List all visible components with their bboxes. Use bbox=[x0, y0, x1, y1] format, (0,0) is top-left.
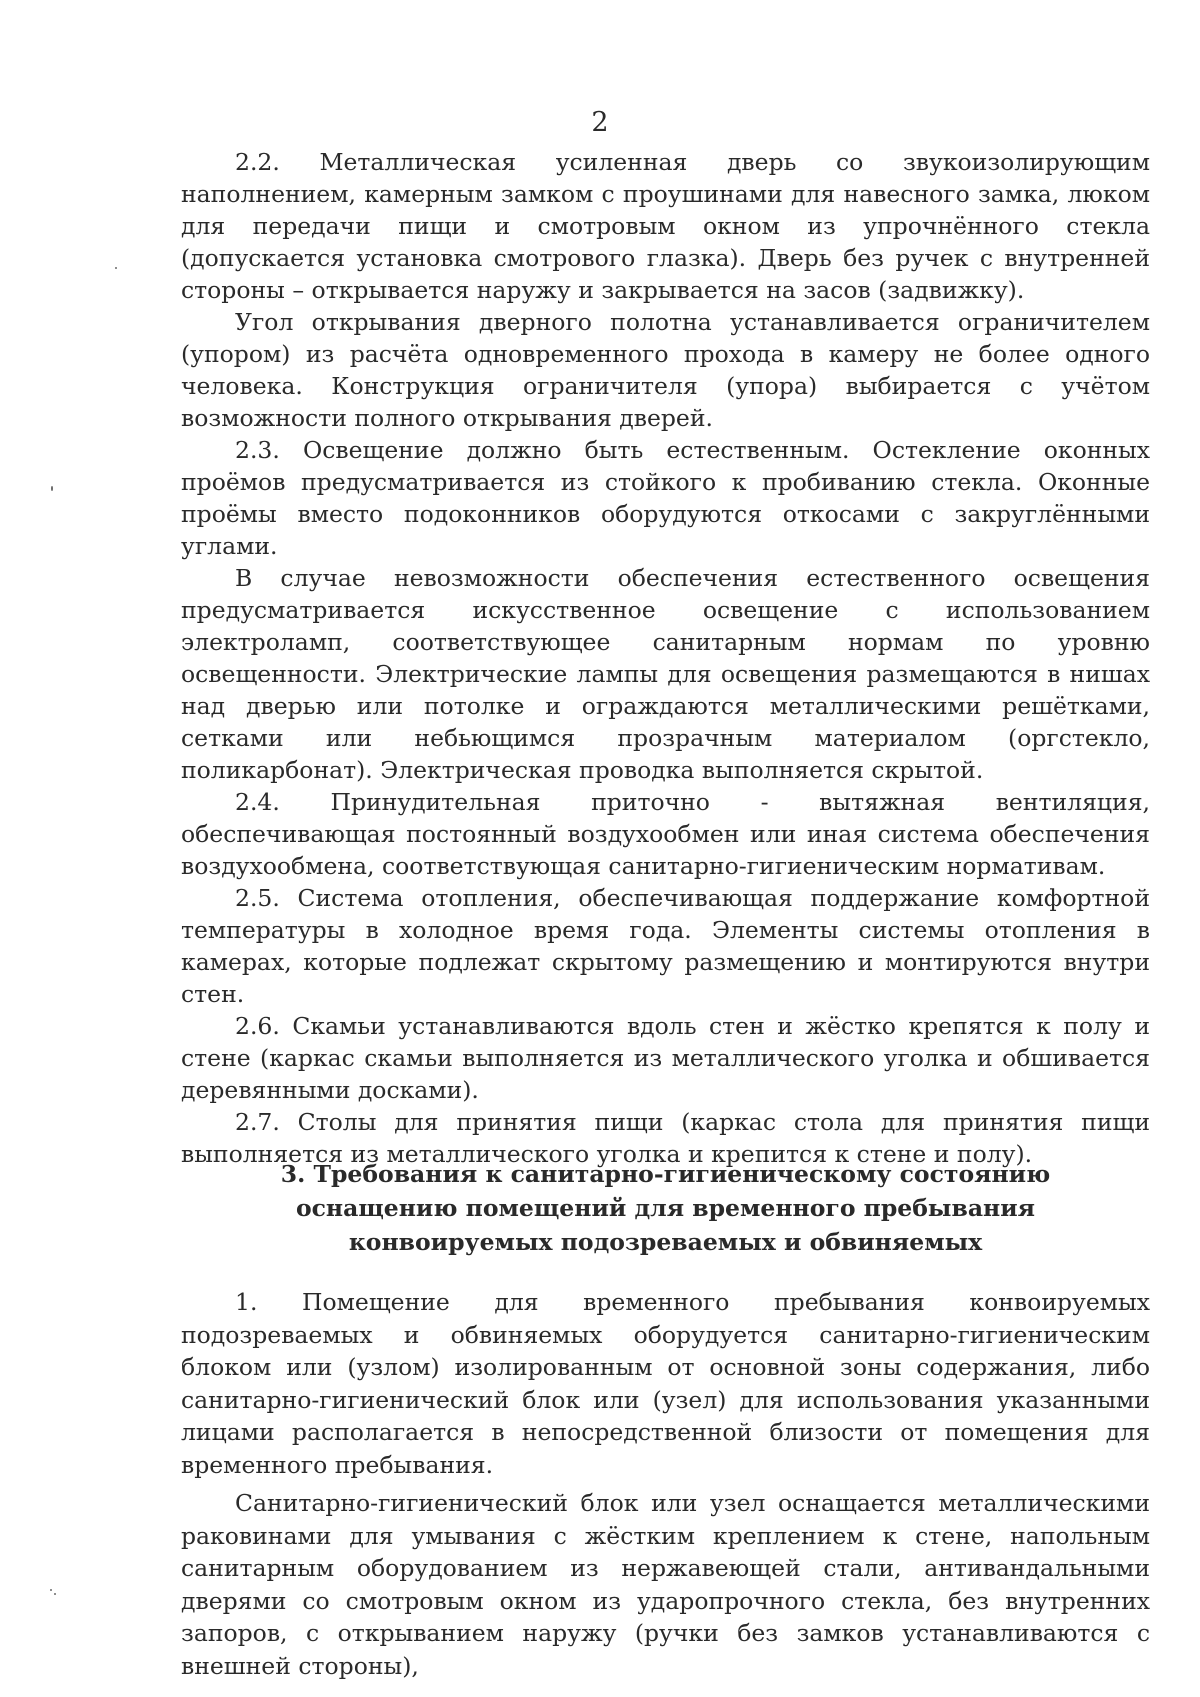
paragraph-2-6: 2.6. Скамьи устанавливаются вдоль стен и жёстко крепятся к полу и стене (каркас скамьи выполняется из металлического уголка и обшивается деревянными досками). bbox=[181, 1012, 1150, 1104]
paragraph-sanitary-block: Санитарно-гигиенический блок или узел оснащается металлическими раковинами для умывания с жёстким креплением к стене, напольным санитарным оборудованием из нержавеющей стали, антивандальными дверями со смотровым окном из ударопрочного стекла, без внутренних запоров, с открыванием наружу (ручки без замков устанавливаются с внешней стороны), bbox=[181, 1489, 1150, 1680]
scan-speck bbox=[115, 267, 117, 269]
scan-speck bbox=[50, 1589, 52, 1591]
paragraph-2-4: 2.4. Принудительная приточно - вытяжная вентиляция, обеспечивающая постоянный воздухообмен или иная система обеспечения воздухообмена, соответствующая санитарно-гигиеническим нормативам. bbox=[181, 788, 1150, 880]
heading-line-3: конвоируемых подозреваемых и обвиняемых bbox=[348, 1228, 983, 1256]
paragraph-3-1: 1. Помещение для временного пребывания конвоируемых подозреваемых и обвиняемых оборудуется санитарно-гигиеническим блоком или (узлом) изолированным от основной зоны содержания, либо санитарно-гигиенический блок или (узел) для использования указанными лицами располагается в непосредственной близости от помещения для временного пребывания. bbox=[181, 1288, 1150, 1479]
scan-speck bbox=[54, 1593, 56, 1595]
page-number: 2 bbox=[591, 107, 609, 138]
section-3-body bbox=[181, 1286, 1150, 1688]
scan-speck bbox=[51, 486, 53, 491]
heading-line-2: оснащению помещений для временного пребывания bbox=[295, 1194, 1036, 1222]
paragraph-artificial-lighting: В случае невозможности обеспечения естественного освещения предусматривается искусственное освещение с использованием электроламп, соответствующее санитарным нормам по уровню освещенности. Электрические лампы для освещения размещаются в нишах над дверью или потолке и ограждаются металлическими решётками, сетками или небьющимся прозрачным материалом (оргстекло, поликарбонат). Электрическая проводка выполняется скрытой. bbox=[181, 564, 1150, 784]
paragraph-2-2: 2.2. Металлическая усиленная дверь со звукоизолирующим наполнением, камерным замком с проушинами для навесного замка, люком для передачи пищи и смотровым окном из упрочнённого стекла (допускается установка смотрового глазка). Дверь без ручек с внутренней стороны – открывается наружу и закрывается на засов (задвижку). bbox=[181, 148, 1150, 304]
paragraph-2-3: 2.3. Освещение должно быть естественным. Остекление оконных проёмов предусматривается из стойкого к пробиванию стекла. Оконные проёмы вместо подоконников оборудуются откосами с закруглёнными углами. bbox=[181, 436, 1150, 560]
section-3-heading bbox=[181, 1157, 1150, 1259]
paragraph-2-5: 2.5. Система отопления, обеспечивающая поддержание комфортной температуры в холодное время года. Элементы системы отопления в камерах, которые подлежат скрытому размещению и монтируются внутри стен. bbox=[181, 884, 1150, 1008]
paragraph-door-angle: Угол открывания дверного полотна устанавливается ограничителем (упором) из расчёта одновременного прохода в камеру не более одного человека. Конструкция ограничителя (упора) выбирается с учётом возможности полного открывания дверей. bbox=[181, 308, 1150, 432]
section-2-body bbox=[181, 146, 1150, 1170]
paragraph-2-7: 2.7. Столы для принятия пищи (каркас стола для принятия пищи выполняется из металлического уголка и крепится к стене и полу). bbox=[181, 1108, 1150, 1168]
heading-line-1: 3. Требования к санитарно-гигиеническому состоянию bbox=[280, 1160, 1051, 1188]
